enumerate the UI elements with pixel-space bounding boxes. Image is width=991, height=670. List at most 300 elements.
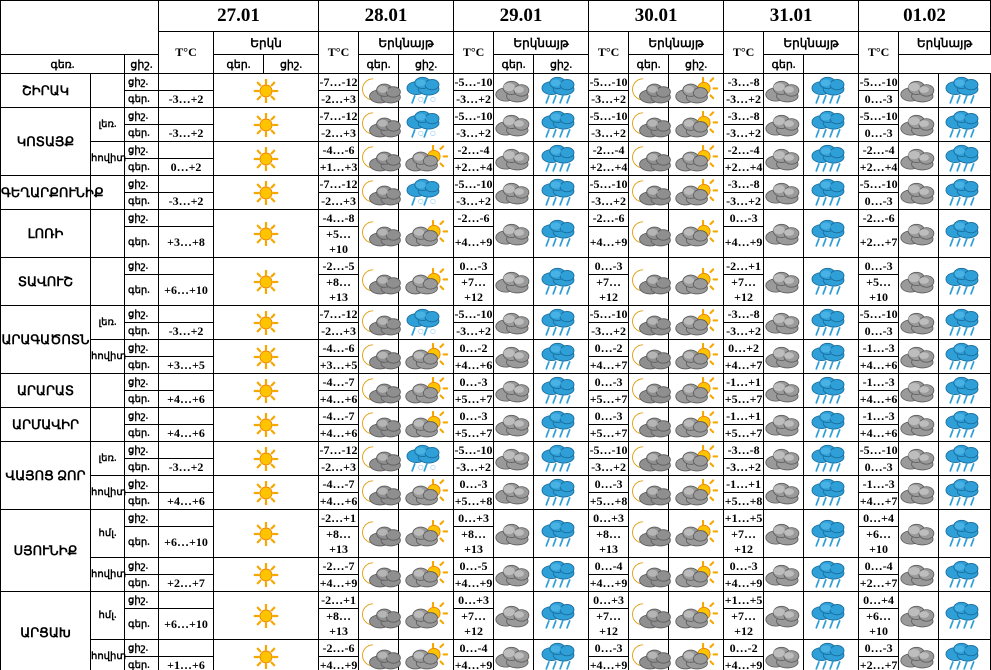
weather-icon-night-sun bbox=[669, 108, 724, 142]
temp-value: -3…+2 bbox=[724, 323, 764, 340]
temp-value: +8…+13 bbox=[319, 609, 359, 640]
temp-value: -2…+1 bbox=[319, 510, 359, 527]
temp-value: +5…+8 bbox=[589, 493, 628, 508]
weather-icon-night-rain bbox=[804, 74, 859, 108]
weather-icon-day-moon-cloud bbox=[359, 374, 399, 408]
weather-icon-night-rain bbox=[804, 592, 859, 640]
sky-night-header-5: գեր. bbox=[764, 55, 804, 74]
weather-icon-night-sun bbox=[669, 442, 724, 476]
weather-icon-day-cloud bbox=[494, 306, 534, 340]
temp-value: 0…-3 bbox=[589, 640, 629, 657]
temp-value: +4…+6 bbox=[159, 493, 214, 510]
weather-icon-day-moon-cloud bbox=[359, 442, 399, 476]
temp-value: -2…+3 bbox=[319, 125, 359, 142]
temp-value: +4…+6 bbox=[319, 425, 358, 440]
table-row bbox=[1, 640, 991, 657]
temp-value: -2…+1 bbox=[319, 592, 359, 609]
temp-value: 0…+3 bbox=[454, 510, 494, 527]
region-label: ԱՐՄԱՎԻՐ bbox=[1, 408, 91, 442]
table-row bbox=[1, 258, 991, 275]
subregion-label bbox=[91, 74, 125, 108]
weather-icon-night-sun bbox=[669, 408, 724, 442]
temp-value: -1…+1 bbox=[724, 374, 764, 391]
temp-value: +6…+10 bbox=[159, 275, 214, 306]
temp-value: -2…-6 bbox=[319, 640, 359, 657]
weather-icon-night-rain bbox=[939, 306, 991, 340]
weather-icon-day-cloud bbox=[764, 510, 804, 558]
weather-icon-day-moon-cloud bbox=[629, 374, 669, 408]
temp-value: -3…+2 bbox=[724, 459, 764, 476]
temp-value: -5…-10 bbox=[454, 176, 493, 191]
sky-col-header-3: Երկնայթ bbox=[629, 32, 724, 55]
weather-icon-sun bbox=[214, 476, 319, 510]
temp-value: -4…-6 bbox=[319, 142, 359, 159]
temp-value: 0…-3 bbox=[859, 91, 899, 108]
temp-value: -5…-10 bbox=[454, 442, 493, 457]
table-row bbox=[1, 306, 991, 323]
temp-value bbox=[159, 476, 214, 493]
night-label: գեր. bbox=[125, 493, 159, 510]
weather-icon-day-moon-cloud bbox=[629, 258, 669, 306]
temp-value: 0…+4 bbox=[859, 510, 899, 527]
subregion-label: հովիտ bbox=[91, 340, 125, 374]
weather-icon-sun bbox=[214, 258, 319, 306]
day-label: ցիշ. bbox=[125, 340, 159, 357]
temp-value: 0…+4 bbox=[859, 592, 899, 609]
weather-icon-night-rain bbox=[804, 258, 859, 306]
weather-icon-night-rain bbox=[939, 340, 991, 374]
weather-icon-night-rain bbox=[534, 210, 589, 258]
weather-icon-day-moon-cloud bbox=[629, 74, 669, 108]
weather-icon-day-moon-cloud bbox=[359, 176, 399, 210]
weather-icon-night-rain bbox=[534, 408, 589, 442]
temp-value: -3…-8 bbox=[724, 442, 764, 459]
weather-icon-day-cloud bbox=[764, 476, 804, 510]
temp-value: +4…+6 bbox=[859, 425, 898, 440]
temp-value: -5…-10 bbox=[859, 74, 898, 89]
weather-icon-day-cloud bbox=[899, 210, 939, 258]
temp-value bbox=[159, 374, 214, 391]
subregion-label bbox=[91, 374, 125, 408]
temp-value: +7…+12 bbox=[724, 275, 764, 306]
weather-icon-night-rain bbox=[939, 510, 991, 558]
weather-icon-day-moon-cloud bbox=[359, 142, 399, 176]
temp-value: 0…-3 bbox=[454, 408, 494, 425]
temp-value: +4…+7 bbox=[859, 493, 898, 508]
temp-value: +5…+10 bbox=[319, 227, 359, 258]
temp-value: -1…+1 bbox=[724, 476, 764, 493]
temp-value: -3…+2 bbox=[454, 459, 494, 476]
weather-icon-day-moon-cloud bbox=[629, 476, 669, 510]
night-label: գեր. bbox=[125, 575, 159, 592]
sky-night-header-2: գեր. bbox=[359, 55, 399, 74]
temp-value: 0…+3 bbox=[589, 592, 629, 609]
weather-icon-day-moon-cloud bbox=[629, 142, 669, 176]
weather-icon-night-sun bbox=[399, 374, 454, 408]
subregion-label: լեռ. bbox=[91, 306, 125, 340]
temp-value: +1…+5 bbox=[724, 510, 763, 525]
temp-value: -5…-10 bbox=[859, 176, 898, 191]
temp-value: -3…+2 bbox=[159, 125, 214, 142]
weather-icon-night-rain bbox=[939, 210, 991, 258]
weather-icon-day-moon-cloud bbox=[359, 476, 399, 510]
weather-icon-day-cloud bbox=[494, 258, 534, 306]
table-row bbox=[1, 142, 991, 159]
weather-icon-night-rain bbox=[534, 442, 589, 476]
temp-value: +4…+9 bbox=[454, 657, 494, 670]
temp-value: +2…+4 bbox=[589, 159, 628, 174]
weather-icon-night-rain bbox=[804, 640, 859, 670]
day-label: ցիշ. bbox=[125, 476, 159, 493]
weather-icon-sun bbox=[214, 142, 319, 176]
table-row bbox=[1, 510, 991, 527]
weather-icon-day-cloud bbox=[764, 142, 804, 176]
weather-icon-day-cloud bbox=[764, 408, 804, 442]
temp-col-header-1: T°C bbox=[319, 32, 359, 74]
temp-value: +4…+6 bbox=[454, 357, 493, 372]
weather-icon-night-rain bbox=[939, 558, 991, 592]
weather-icon-night-rain-snow bbox=[399, 176, 454, 210]
weather-icon-day-moon-cloud bbox=[359, 108, 399, 142]
temp-value: +8…+13 bbox=[589, 527, 629, 558]
weather-icon-night-rain bbox=[804, 340, 859, 374]
region-label: ԱՐՑԱԽ bbox=[1, 592, 91, 670]
sky-col-header-4: Երկնայթ bbox=[764, 32, 859, 55]
temp-value: +4…+6 bbox=[159, 391, 214, 408]
weather-icon-night-sun bbox=[399, 592, 454, 640]
temp-value: -2…+3 bbox=[319, 193, 359, 210]
day-label: ցիշ. bbox=[125, 108, 159, 125]
weather-icon-day-cloud bbox=[494, 210, 534, 258]
night-label: գեր. bbox=[125, 227, 159, 258]
temp-value: +4…+9 bbox=[589, 227, 629, 258]
temp-value bbox=[159, 108, 214, 125]
temp-value: -3…+2 bbox=[159, 193, 214, 210]
region-label: ԱՐԱՐԱՏ bbox=[1, 374, 91, 408]
temp-value: +4…+9 bbox=[589, 657, 629, 670]
temp-value: 0…-2 bbox=[589, 340, 629, 357]
temp-col-header-5: T°C bbox=[859, 32, 899, 74]
subregion-label: հմլ. bbox=[91, 510, 125, 558]
region-label: ՍՅՈՒՆԻՔ bbox=[1, 510, 91, 592]
date-header-2: 29.01 bbox=[454, 1, 589, 32]
weather-icon-day-cloud bbox=[899, 510, 939, 558]
weather-icon-sun bbox=[214, 340, 319, 374]
weather-icon-day-cloud bbox=[899, 442, 939, 476]
weather-icon-day-cloud bbox=[494, 640, 534, 670]
weather-icon-night-rain bbox=[534, 374, 589, 408]
temp-value: -2…-4 bbox=[454, 142, 494, 159]
night-label: գեր. bbox=[125, 125, 159, 142]
weather-icon-day-moon-cloud bbox=[359, 408, 399, 442]
weather-icon-day-moon-cloud bbox=[629, 640, 669, 670]
temp-value: +8…+13 bbox=[319, 275, 359, 306]
weather-icon-sun bbox=[214, 176, 319, 210]
temp-value bbox=[159, 306, 214, 323]
table-row bbox=[1, 442, 991, 459]
sky-day-header-4: ցիշ. bbox=[534, 55, 589, 74]
temp-value: -5…-10 bbox=[589, 306, 628, 321]
weather-icon-night-sun bbox=[669, 210, 724, 258]
weather-icon-day-cloud bbox=[494, 592, 534, 640]
weather-icon-sun bbox=[214, 640, 319, 670]
weather-icon-night-sun bbox=[669, 258, 724, 306]
weather-icon-day-cloud bbox=[494, 408, 534, 442]
day-label: ցիշ. bbox=[125, 210, 159, 227]
weather-icon-night-rain-snow bbox=[399, 108, 454, 142]
weather-icon-night-rain-snow bbox=[399, 74, 454, 108]
temp-value bbox=[159, 442, 214, 459]
temp-value: -3…+2 bbox=[454, 193, 494, 210]
sky-col-header-1: Երկնայթ bbox=[359, 32, 454, 55]
weather-icon-night-sun bbox=[669, 374, 724, 408]
temp-value: -2…+3 bbox=[319, 323, 359, 340]
temp-value: 0…-3 bbox=[859, 323, 899, 340]
temp-value: 0…-3 bbox=[454, 476, 494, 493]
temp-value: -3…+2 bbox=[454, 91, 494, 108]
weather-icon-day-moon-cloud bbox=[359, 592, 399, 640]
temp-value: +7…+12 bbox=[724, 609, 764, 640]
weather-icon-night-sun bbox=[669, 340, 724, 374]
weather-icon-night-rain bbox=[939, 408, 991, 442]
day-label: ցիշ. bbox=[125, 510, 159, 527]
temp-value: 0…-2 bbox=[454, 340, 494, 357]
temp-value: -3…-8 bbox=[724, 74, 764, 91]
weather-icon-night-sun bbox=[669, 476, 724, 510]
temp-value: 0…+2 bbox=[159, 159, 214, 176]
subregion-label bbox=[91, 210, 125, 258]
weather-icon-night-rain bbox=[804, 558, 859, 592]
weather-icon-night-rain bbox=[939, 592, 991, 640]
temp-value: -3…+2 bbox=[589, 459, 629, 476]
temp-value: -3…-8 bbox=[724, 176, 764, 193]
temp-value: +5…+8 bbox=[724, 493, 763, 508]
subregion-label: հովիտ bbox=[91, 142, 125, 176]
subregion-label: հովիտ bbox=[91, 476, 125, 510]
temp-value: 0…+3 bbox=[454, 592, 494, 609]
temp-value: -5…-10 bbox=[454, 108, 493, 123]
weather-icon-day-moon-cloud bbox=[629, 510, 669, 558]
date-header-4: 31.01 bbox=[724, 1, 859, 32]
temp-value: -2…-6 bbox=[589, 210, 629, 227]
sky-day-header-5: ցիշ. bbox=[669, 55, 724, 74]
weather-icon-day-cloud bbox=[764, 176, 804, 210]
region-label: ՇԻՐԱԿ bbox=[1, 74, 91, 108]
temp-value: +5…+7 bbox=[589, 425, 628, 440]
temp-value bbox=[159, 510, 214, 527]
temp-value: +6…+10 bbox=[859, 609, 899, 640]
weather-icon-day-cloud bbox=[494, 340, 534, 374]
weather-icon-day-cloud bbox=[494, 74, 534, 108]
weather-icon-day-cloud bbox=[899, 408, 939, 442]
table-row bbox=[1, 108, 991, 125]
weather-icon-day-cloud bbox=[764, 442, 804, 476]
day-label: ցիշ. bbox=[125, 442, 159, 459]
weather-icon-night-rain bbox=[804, 306, 859, 340]
table-row bbox=[1, 340, 991, 357]
weather-icon-day-cloud bbox=[494, 142, 534, 176]
weather-icon-day-moon-cloud bbox=[359, 306, 399, 340]
weather-icon-night-sun bbox=[669, 592, 724, 640]
night-label: գեր. bbox=[125, 323, 159, 340]
weather-icon-night-rain bbox=[534, 306, 589, 340]
weather-icon-day-cloud bbox=[494, 108, 534, 142]
night-label: գեր. bbox=[125, 275, 159, 306]
table-row bbox=[1, 408, 991, 425]
temp-value: 0…-3 bbox=[589, 374, 629, 391]
temp-value: 0…-3 bbox=[859, 193, 899, 210]
weather-icon-day-cloud bbox=[899, 476, 939, 510]
weather-icon-day-cloud bbox=[899, 592, 939, 640]
temp-value: +4…+9 bbox=[724, 227, 764, 258]
day-label: ցիշ. bbox=[125, 558, 159, 575]
weather-icon-day-cloud bbox=[764, 210, 804, 258]
weather-icon-day-cloud bbox=[899, 374, 939, 408]
weather-icon-night-rain bbox=[534, 558, 589, 592]
weather-icon-night-rain bbox=[939, 108, 991, 142]
weather-icon-night-sun bbox=[669, 640, 724, 670]
weather-icon-night-rain bbox=[939, 258, 991, 306]
temp-value: 0…-3 bbox=[454, 258, 494, 275]
table-row bbox=[1, 558, 991, 575]
day-label: ցիշ. bbox=[125, 176, 159, 193]
temp-value: -1…-3 bbox=[859, 374, 899, 391]
weather-icon-day-cloud bbox=[494, 558, 534, 592]
temp-value: +5…+7 bbox=[724, 391, 763, 406]
temp-value: 0…+3 bbox=[589, 510, 629, 527]
weather-icon-day-cloud bbox=[494, 442, 534, 476]
temp-value bbox=[159, 142, 214, 159]
night-label: գեր. bbox=[125, 159, 159, 176]
temp-value: 0…-3 bbox=[859, 125, 899, 142]
temp-value: -2…-5 bbox=[319, 258, 359, 275]
weather-icon-day-moon-cloud bbox=[629, 108, 669, 142]
day-label: ցիշ. bbox=[125, 374, 159, 391]
weather-icon-day-moon-cloud bbox=[629, 306, 669, 340]
temp-value: 0…-5 bbox=[454, 558, 494, 575]
temp-value bbox=[159, 340, 214, 357]
temp-value: -3…-8 bbox=[724, 108, 764, 125]
temp-value: +5…+10 bbox=[859, 275, 899, 306]
temp-value: +6…+10 bbox=[859, 527, 899, 558]
weather-icon-night-sun bbox=[669, 306, 724, 340]
weather-icon-night-sun bbox=[399, 258, 454, 306]
weather-icon-day-moon-cloud bbox=[629, 408, 669, 442]
temp-value bbox=[159, 408, 214, 425]
night-label: գեր. bbox=[125, 391, 159, 408]
day-label: ցիշ. bbox=[125, 408, 159, 425]
weather-icon-day-moon-cloud bbox=[629, 592, 669, 640]
subregion-label: հովիտ bbox=[91, 640, 125, 670]
temp-value: +3…+8 bbox=[159, 227, 214, 258]
weather-icon-night-sun bbox=[669, 176, 724, 210]
weather-icon-night-rain bbox=[939, 74, 991, 108]
temp-value: +2…+4 bbox=[859, 159, 898, 174]
temp-value: -2…-4 bbox=[724, 142, 764, 159]
weather-icon-night-rain bbox=[534, 510, 589, 558]
sky-col-header-0: Երկն bbox=[214, 32, 319, 55]
temp-value: -2…-6 bbox=[454, 210, 494, 227]
weather-icon-day-cloud bbox=[899, 176, 939, 210]
temp-value: -2…-7 bbox=[319, 558, 359, 575]
temp-value: +7…+12 bbox=[454, 275, 494, 306]
temp-value: +5…+7 bbox=[454, 425, 493, 440]
day-label: ցիշ. bbox=[125, 306, 159, 323]
temp-value: -5…-10 bbox=[859, 442, 898, 457]
weather-icon-sun bbox=[214, 408, 319, 442]
temp-value: -4…-8 bbox=[319, 210, 359, 227]
temp-value: +7…+12 bbox=[724, 527, 764, 558]
weather-icon-day-moon-cloud bbox=[629, 176, 669, 210]
weather-icon-day-cloud bbox=[494, 510, 534, 558]
temp-col-header-4: T°C bbox=[724, 32, 764, 74]
weather-icon-night-sun bbox=[399, 510, 454, 558]
temp-value bbox=[159, 592, 214, 609]
subregion-label: հովիտ bbox=[91, 558, 125, 592]
weather-icon-night-sun bbox=[399, 408, 454, 442]
temp-value: +2…+7 bbox=[859, 657, 899, 670]
region-label: ՎԱՅՈՑ ՁՈՐ bbox=[1, 442, 91, 510]
temp-value: 0…-3 bbox=[859, 459, 899, 476]
temp-value: -2…-4 bbox=[859, 142, 899, 159]
region-label: ԳԵՂԱՐՔՈՒՆԻՔ bbox=[1, 176, 91, 210]
temp-value: -4…-7 bbox=[319, 408, 359, 425]
temp-value: +4…+6 bbox=[859, 357, 898, 372]
weather-icon-day-moon-cloud bbox=[359, 74, 399, 108]
temp-value: -1…-3 bbox=[859, 340, 899, 357]
temp-value: +4…+7 bbox=[589, 357, 628, 372]
table-row bbox=[1, 592, 991, 609]
temp-value: 0…-3 bbox=[454, 374, 494, 391]
temp-value: +5…+7 bbox=[454, 391, 493, 406]
weather-icon-day-cloud bbox=[899, 74, 939, 108]
temp-value: +4…+9 bbox=[454, 227, 494, 258]
temp-value: -4…-7 bbox=[319, 476, 359, 493]
temp-value bbox=[159, 558, 214, 575]
temp-value: -5…-10 bbox=[589, 74, 628, 89]
temp-value: -2…-4 bbox=[589, 142, 629, 159]
weather-icon-night-sun bbox=[399, 340, 454, 374]
region-label: ԱՐԱԳԱԾՈՏՆ bbox=[1, 306, 91, 374]
weather-icon-night-sun bbox=[399, 640, 454, 670]
weather-icon-night-rain bbox=[534, 108, 589, 142]
weather-icon-day-moon-cloud bbox=[629, 442, 669, 476]
weather-icon-day-cloud bbox=[494, 476, 534, 510]
weather-icon-night-rain bbox=[939, 442, 991, 476]
temp-value: -5…-10 bbox=[589, 442, 628, 457]
temp-value: -4…-6 bbox=[319, 340, 359, 357]
date-header-0: 27.01 bbox=[159, 1, 319, 32]
day-label: ցիշ. bbox=[125, 640, 159, 657]
temp-value: -3…+2 bbox=[724, 91, 764, 108]
night-label: գեր. bbox=[125, 459, 159, 476]
night-label: գեր. bbox=[125, 91, 159, 108]
subregion-label: հմլ. bbox=[91, 592, 125, 640]
temp-value: -3…+2 bbox=[589, 193, 629, 210]
temp-value: -3…+2 bbox=[159, 91, 214, 108]
weather-icon-day-moon-cloud bbox=[629, 558, 669, 592]
weather-icon-night-rain bbox=[939, 176, 991, 210]
temp-value: 0…-3 bbox=[724, 558, 764, 575]
weather-icon-night-rain bbox=[534, 640, 589, 670]
temp-value: +6…+10 bbox=[159, 609, 214, 640]
temp-value: 0…+2 bbox=[724, 340, 764, 357]
night-label: գեր. bbox=[125, 425, 159, 442]
temp-value: -4…-7 bbox=[319, 374, 359, 391]
temp-value: -2…+1 bbox=[724, 258, 764, 275]
weather-icon-day-cloud bbox=[764, 258, 804, 306]
weather-icon-sun bbox=[214, 210, 319, 258]
